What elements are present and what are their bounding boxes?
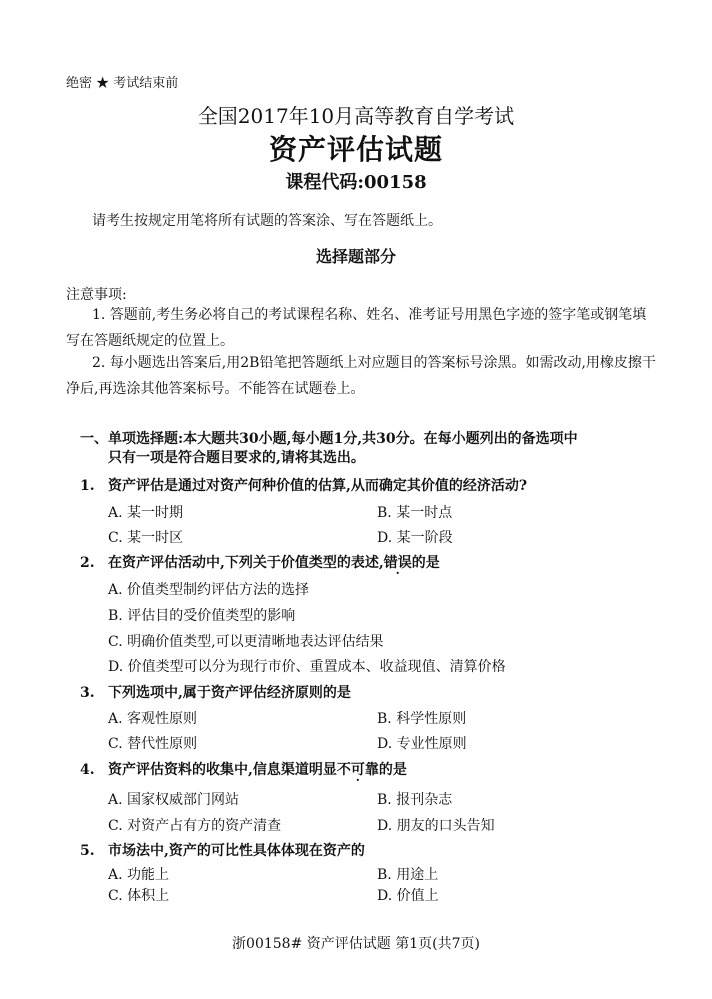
option-d: D. 价值类型可以分为现行市价、重置成本、收益现值、清算价格	[108, 659, 506, 675]
question-number: 2.	[80, 555, 95, 571]
option-b: B. 报刊杂志	[377, 792, 453, 808]
question-text: 在资产评估活动中,下列关于价值类型的表述,	[108, 555, 384, 571]
section-title: 选择题部分	[315, 247, 396, 266]
option-c: C. 某一时区	[108, 530, 184, 546]
question-number: 5.	[80, 843, 95, 859]
question-4	[80, 759, 407, 779]
option-d: D. 朋友的口头告知	[377, 818, 495, 834]
emphasis-text: 不可靠	[336, 762, 379, 778]
question-3	[80, 682, 351, 702]
part-heading	[80, 430, 660, 468]
question-text: 资产评估资料的收集中,信息渠道明显	[108, 762, 337, 778]
question-5	[80, 840, 365, 860]
option-d: D. 价值上	[377, 888, 439, 904]
subject-title: 资产评估试题	[268, 133, 443, 166]
exam-title: 全国2017年10月高等教育自学考试	[197, 104, 515, 128]
question-text: 的是	[411, 555, 440, 571]
option-c: C. 对资产占有方的资产清查	[108, 818, 282, 834]
question-text: 下列选项中,属于资产评估经济原则的是	[108, 685, 351, 701]
course-code: 课程代码:00158	[285, 172, 427, 193]
general-instruction: 请考生按规定用笔将所有试题的答案涂、写在答题纸上。	[92, 213, 442, 229]
part-heading-line: 只有一项是符合题目要求的,请将其选出。	[108, 450, 365, 466]
option-c: C. 体积上	[108, 888, 170, 904]
option-a: A. 国家权威部门网站	[108, 792, 240, 808]
part-heading-line: 一、单项选择题:本大题共30小题,每小题1分,共30分。在每小题列出的备选项中	[80, 431, 578, 447]
emphasis-text: 错误	[383, 555, 412, 571]
question-number: 1.	[80, 478, 95, 494]
page-footer: 浙00158# 资产评估试题 第1页(共7页)	[232, 936, 480, 952]
option-a: A. 价值类型制约评估方法的选择	[108, 582, 310, 598]
notes-title: 注意事项:	[66, 287, 127, 303]
option-a: A. 某一时期	[108, 505, 184, 521]
question-text: 市场法中,资产的可比性具体体现在资产的	[108, 843, 365, 859]
option-c: C. 替代性原则	[108, 736, 198, 752]
option-b: B. 某一时点	[377, 505, 453, 521]
confidential-label: 绝密 ★ 考试结束前	[66, 76, 179, 91]
question-number: 4.	[80, 762, 95, 778]
option-b: B. 科学性原则	[377, 711, 467, 727]
option-d: D. 某一阶段	[377, 530, 453, 546]
option-b: B. 用途上	[377, 867, 439, 883]
question-1	[80, 475, 527, 495]
option-a: A. 客观性原则	[108, 711, 198, 727]
option-a: A. 功能上	[108, 867, 170, 883]
question-2	[80, 552, 440, 572]
question-text: 的是	[378, 762, 407, 778]
option-d: D. 专业性原则	[377, 736, 467, 752]
option-b: B. 评估目的受价值类型的影响	[108, 608, 296, 624]
question-text: 资产评估是通过对资产何种价值的估算,从而确定其价值的经济活动?	[108, 478, 528, 494]
note-item: 1. 答题前,考生务必将自己的考试课程名称、姓名、准考证号用黑色字迹的签字笔或钢笔填写在答题纸规定的位置上。	[66, 307, 647, 349]
question-number: 3.	[80, 685, 95, 701]
option-c: C. 明确价值类型,可以更清晰地表达评估结果	[108, 634, 384, 650]
note-item: 2. 每小题选出答案后,用2B铅笔把答题纸上对应题目的答案标号涂黑。如需改动,用橡皮擦干净后,再选涂其他答案标号。不能答在试题卷上。	[66, 355, 656, 397]
